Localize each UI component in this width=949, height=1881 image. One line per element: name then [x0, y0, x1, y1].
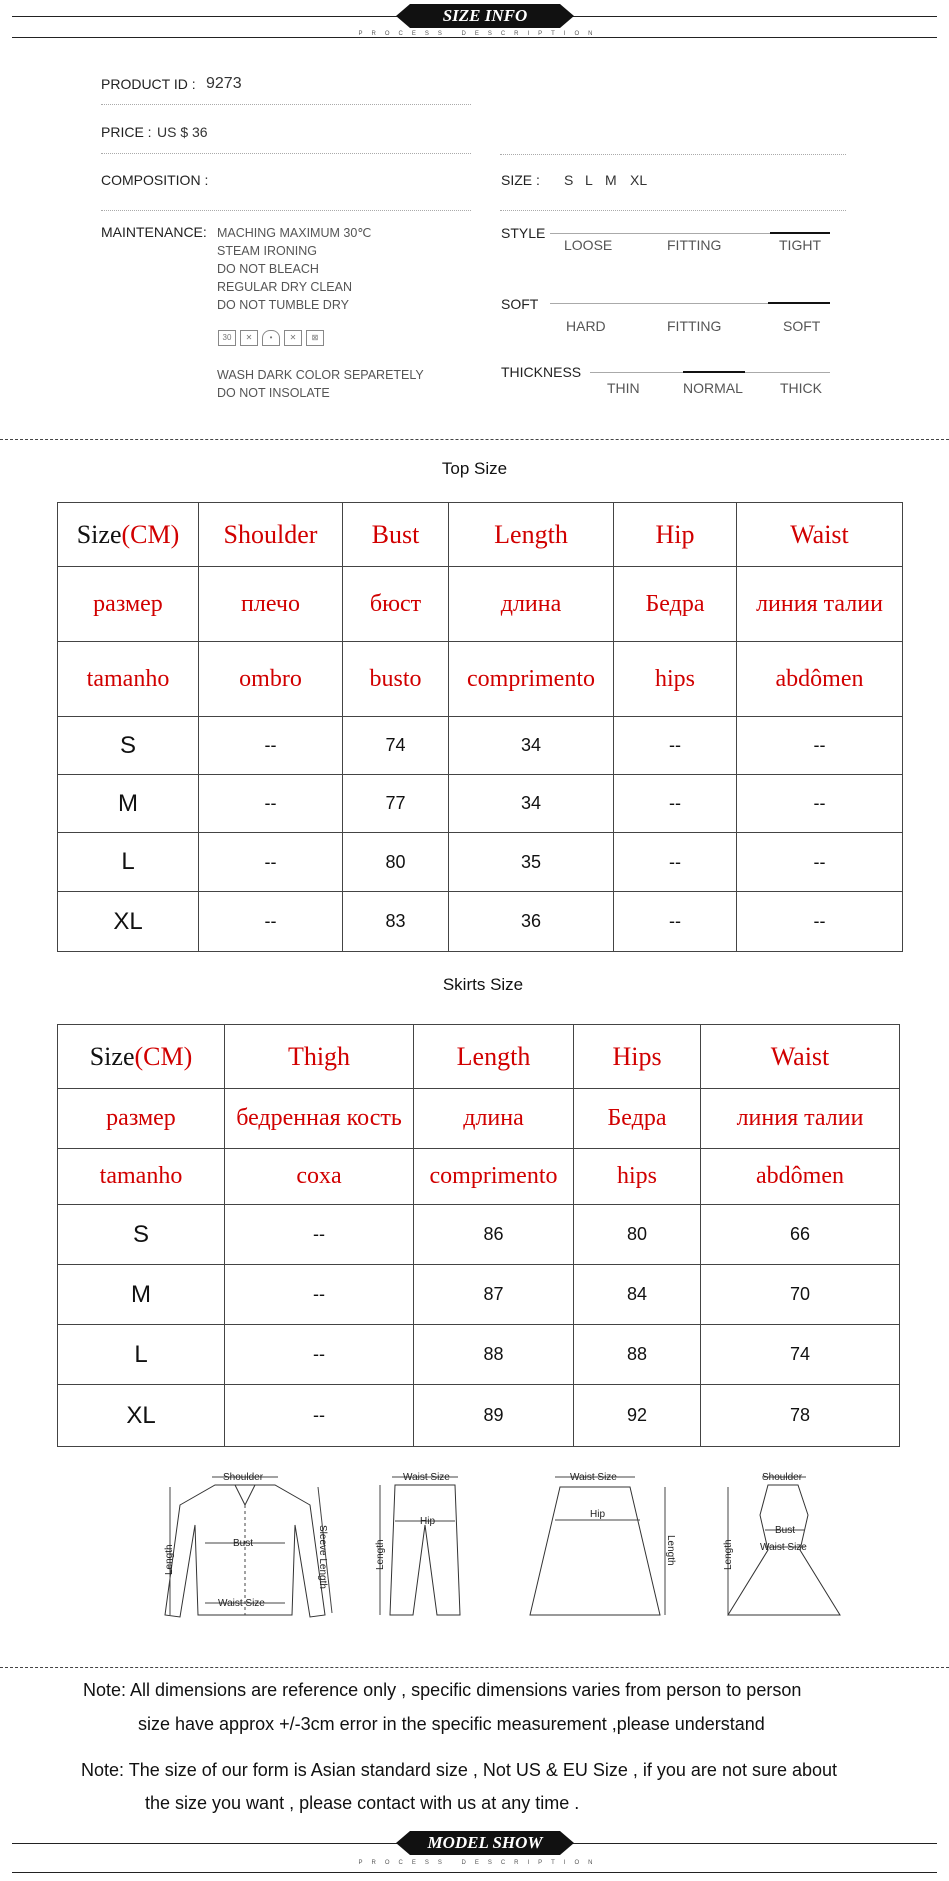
note-2-line-2: the size you want , please contact with us at any time .: [145, 1793, 580, 1813]
value-cell: --: [737, 892, 903, 952]
value-cell: 89: [414, 1385, 574, 1447]
banner-title: MODEL SHOW: [410, 1831, 560, 1855]
skirt-size-title: Skirts Size: [442, 975, 524, 994]
value-cell: 34: [449, 717, 614, 775]
header-cell: Length: [449, 503, 614, 567]
size-cell: XL: [58, 1385, 225, 1447]
divider: [500, 210, 846, 211]
maintenance-item: REGULAR DRY CLEAN: [217, 280, 352, 294]
size-label: SIZE :: [501, 172, 540, 188]
product-id-label: PRODUCT ID :: [101, 76, 196, 92]
pt-cell: tamanho: [58, 642, 199, 717]
divider: [101, 210, 471, 211]
section-divider: [0, 439, 949, 440]
banner-line: [12, 37, 937, 38]
value-cell: 78: [701, 1385, 900, 1447]
shirt-waist-label: Waist Size: [218, 1598, 265, 1609]
size-cell: XL: [58, 892, 199, 952]
pt-cell: comprimento: [414, 1149, 574, 1205]
size-option: S: [564, 172, 574, 188]
table-row-ru: [58, 567, 903, 642]
thickness-option: THIN: [607, 380, 640, 396]
note-1-line-1: Note: All dimensions are reference only , specific dimensions varies from person to person: [83, 1680, 802, 1700]
header-size-text: Size: [89, 1041, 135, 1071]
value-cell: 80: [343, 833, 449, 892]
table-row-pt: [58, 642, 903, 717]
ru-cell: линия талии: [701, 1089, 900, 1149]
note-2-line-1: Note: The size of our form is Asian standard size , Not US & EU Size , if you are not sure about: [81, 1760, 838, 1780]
header-cell: Waist: [701, 1025, 900, 1089]
ru-cell: Бедра: [574, 1089, 701, 1149]
style-option: FITTING: [667, 237, 722, 253]
value-cell: 74: [701, 1325, 900, 1385]
top-size-title: Top Size: [441, 459, 508, 478]
value-cell: --: [737, 717, 903, 775]
iron-icon: •: [262, 330, 280, 346]
style-selected-marker: [770, 232, 830, 234]
value-cell: 35: [449, 833, 614, 892]
note-1-line-2: size have approx +/-3cm error in the specific measurement ,please understand: [138, 1714, 765, 1734]
maintenance-list: [217, 224, 371, 314]
style-option: TIGHT: [779, 237, 821, 253]
banner-line: [570, 1843, 937, 1844]
value-cell: 80: [574, 1205, 701, 1265]
value-cell: --: [614, 833, 737, 892]
value-cell: --: [737, 775, 903, 833]
dress-diagram: [723, 1472, 840, 1615]
header-cell: Thigh: [225, 1025, 414, 1089]
ru-cell: длина: [449, 567, 614, 642]
maintenance-item: DO NOT TUMBLE DRY: [217, 298, 349, 312]
soft-selected-marker: [768, 302, 830, 304]
value-cell: 88: [574, 1325, 701, 1385]
shirt-sleeve-label: Sleeve Length: [317, 1525, 328, 1589]
size-option: XL: [630, 172, 648, 188]
size-cell: L: [58, 1325, 225, 1385]
table-row-ru: [58, 1089, 900, 1149]
size-option: M: [605, 172, 617, 188]
value-cell: --: [199, 833, 343, 892]
ru-cell: Бедра: [614, 567, 737, 642]
pt-cell: hips: [574, 1149, 701, 1205]
skirt-hip-label: Hip: [590, 1509, 606, 1520]
ru-cell: плечо: [199, 567, 343, 642]
table-header-row: [58, 1025, 900, 1089]
maintenance-item: DO NOT BLEACH: [217, 262, 319, 276]
size-cell: S: [58, 717, 199, 775]
header-size: [58, 1025, 225, 1089]
dress-waist-label: Waist Size: [760, 1542, 807, 1553]
wash-30-icon: 30: [218, 330, 236, 346]
thickness-option: THICK: [780, 380, 822, 396]
value-cell: --: [199, 775, 343, 833]
care-note-line: DO NOT INSOLATE: [217, 386, 330, 400]
pants-waist-label: Waist Size: [403, 1472, 450, 1483]
soft-option: HARD: [566, 318, 606, 334]
table-row: [58, 1325, 900, 1385]
value-cell: --: [225, 1325, 414, 1385]
shirt-bust-label: Bust: [233, 1538, 254, 1549]
size-cell: M: [58, 1265, 225, 1325]
price-value: US $ 36: [157, 124, 208, 140]
banner-subtitle: PROCESS DESCRIPTION: [358, 1860, 602, 1866]
pt-cell: abdômen: [701, 1149, 900, 1205]
soft-option: SOFT: [783, 318, 821, 334]
pt-cell: coxa: [225, 1149, 414, 1205]
header-cell: Hip: [614, 503, 737, 567]
pt-cell: comprimento: [449, 642, 614, 717]
table-row: [58, 1205, 900, 1265]
banner-line: [12, 1843, 407, 1844]
no-tumble-dry-icon: ⊠: [306, 330, 324, 346]
style-label: STYLE: [501, 225, 546, 241]
value-cell: 74: [343, 717, 449, 775]
skirt-length-label: Length: [665, 1535, 676, 1566]
dress-bust-label: Bust: [775, 1525, 796, 1536]
product-id-value: 9273: [206, 75, 242, 92]
header-cell: Bust: [343, 503, 449, 567]
pants-hip-label: Hip: [420, 1516, 436, 1527]
maintenance-item: STEAM IRONING: [217, 244, 318, 258]
ru-cell: линия талии: [737, 567, 903, 642]
header-unit-text: (CM): [134, 1041, 193, 1071]
value-cell: 66: [701, 1205, 900, 1265]
table-header-row: [58, 503, 903, 567]
shirt-diagram: [164, 1472, 332, 1617]
shirt-shoulder-label: Shoulder: [223, 1472, 264, 1483]
pants-diagram: [375, 1472, 460, 1615]
ru-cell: размер: [58, 1089, 225, 1149]
thickness-selected-marker: [683, 371, 745, 373]
banner-line: [570, 16, 937, 17]
pt-cell: hips: [614, 642, 737, 717]
header-size: [58, 503, 199, 567]
ru-cell: бюст: [343, 567, 449, 642]
pt-cell: busto: [343, 642, 449, 717]
value-cell: 87: [414, 1265, 574, 1325]
banner-line: [12, 1872, 937, 1873]
value-cell: 77: [343, 775, 449, 833]
no-dry-clean-icon: ✕: [284, 330, 302, 346]
value-cell: 88: [414, 1325, 574, 1385]
value-cell: 36: [449, 892, 614, 952]
thickness-label: THICKNESS: [501, 364, 582, 380]
value-cell: 86: [414, 1205, 574, 1265]
price-label: PRICE :: [101, 124, 152, 140]
thickness-option: NORMAL: [683, 380, 743, 396]
banner-line: [12, 16, 407, 17]
pt-cell: ombro: [199, 642, 343, 717]
header-cell: Hips: [574, 1025, 701, 1089]
composition-label: COMPOSITION :: [101, 172, 209, 188]
ru-cell: размер: [58, 567, 199, 642]
top-size-table: [57, 502, 903, 952]
table-row: [58, 892, 903, 952]
divider: [101, 104, 471, 105]
value-cell: --: [225, 1205, 414, 1265]
pt-cell: abdômen: [737, 642, 903, 717]
header-cell: Length: [414, 1025, 574, 1089]
style-option: LOOSE: [564, 237, 613, 253]
section-divider: [0, 1667, 949, 1668]
maintenance-item: MACHING MAXIMUM 30℃: [217, 226, 372, 240]
no-bleach-icon: ✕: [240, 330, 258, 346]
skirt-waist-label: Waist Size: [570, 1472, 617, 1483]
value-cell: 92: [574, 1385, 701, 1447]
value-cell: 83: [343, 892, 449, 952]
ru-cell: длина: [414, 1089, 574, 1149]
table-row-pt: [58, 1149, 900, 1205]
size-cell: L: [58, 833, 199, 892]
banner-subtitle: PROCESS DESCRIPTION: [358, 31, 602, 37]
size-option: L: [585, 172, 593, 188]
value-cell: 34: [449, 775, 614, 833]
header-size-text: Size: [76, 519, 122, 549]
value-cell: --: [225, 1265, 414, 1325]
value-cell: --: [614, 775, 737, 833]
pt-cell: tamanho: [58, 1149, 225, 1205]
divider: [500, 154, 846, 155]
care-note: [217, 366, 424, 402]
maintenance-label: MAINTENANCE:: [101, 224, 207, 240]
value-cell: 70: [701, 1265, 900, 1325]
divider: [101, 153, 471, 154]
banner-title: SIZE INFO: [410, 4, 560, 28]
size-cell: S: [58, 1205, 225, 1265]
table-row: [58, 1385, 900, 1447]
value-cell: --: [225, 1385, 414, 1447]
value-cell: 84: [574, 1265, 701, 1325]
value-cell: --: [199, 892, 343, 952]
table-row: [58, 717, 903, 775]
shirt-length-label: Length: [164, 1544, 175, 1575]
dress-length-label: Length: [723, 1539, 734, 1570]
header-cell: Waist: [737, 503, 903, 567]
value-cell: --: [614, 717, 737, 775]
header-cell: Shoulder: [199, 503, 343, 567]
soft-label: SOFT: [501, 296, 539, 312]
size-cell: M: [58, 775, 199, 833]
measurement-diagrams: [0, 1465, 949, 1645]
pants-length-label: Length: [375, 1539, 386, 1570]
table-row: [58, 1265, 900, 1325]
table-row: [58, 833, 903, 892]
skirt-size-table: [57, 1024, 900, 1447]
table-row: [58, 775, 903, 833]
header-unit-text: (CM): [121, 519, 180, 549]
skirt-diagram: [530, 1472, 676, 1615]
soft-option: FITTING: [667, 318, 722, 334]
ru-cell: бедренная кость: [225, 1089, 414, 1149]
care-note-line: WASH DARK COLOR SEPARETELY: [217, 368, 424, 382]
dress-shoulder-label: Shoulder: [762, 1472, 803, 1483]
value-cell: --: [199, 717, 343, 775]
value-cell: --: [614, 892, 737, 952]
value-cell: --: [737, 833, 903, 892]
